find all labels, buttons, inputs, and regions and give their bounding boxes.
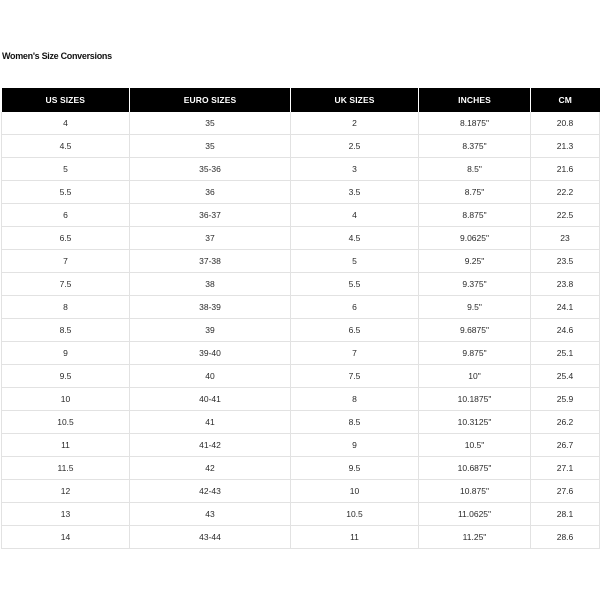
us-size-cell: 10.5 bbox=[2, 411, 130, 434]
us-size-cell: 7.5 bbox=[2, 273, 130, 296]
euro-size-cell: 38-39 bbox=[130, 296, 291, 319]
euro-size-cell: 40-41 bbox=[130, 388, 291, 411]
inches-cell: 9.375" bbox=[419, 273, 531, 296]
inches-cell: 8.875" bbox=[419, 204, 531, 227]
table-row bbox=[2, 158, 600, 181]
inches-cell: 10.3125" bbox=[419, 411, 531, 434]
uk-size-cell: 9 bbox=[291, 434, 419, 457]
table-row bbox=[2, 204, 600, 227]
inches-cell: 10.5" bbox=[419, 434, 531, 457]
cm-cell: 23.5 bbox=[531, 250, 600, 273]
inches-cell: 8.75" bbox=[419, 181, 531, 204]
euro-size-cell: 41-42 bbox=[130, 434, 291, 457]
euro-size-cell: 39 bbox=[130, 319, 291, 342]
uk-size-cell: 5.5 bbox=[291, 273, 419, 296]
euro-size-cell: 42-43 bbox=[130, 480, 291, 503]
uk-size-cell: 6.5 bbox=[291, 319, 419, 342]
table-row bbox=[2, 526, 600, 549]
cm-cell: 26.2 bbox=[531, 411, 600, 434]
header-euro-sizes: EURO SIZES bbox=[130, 88, 291, 112]
euro-size-cell: 42 bbox=[130, 457, 291, 480]
cm-cell: 27.6 bbox=[531, 480, 600, 503]
cm-cell: 28.1 bbox=[531, 503, 600, 526]
uk-size-cell: 2 bbox=[291, 112, 419, 135]
inches-cell: 9.5" bbox=[419, 296, 531, 319]
table-row bbox=[2, 250, 600, 273]
us-size-cell: 7 bbox=[2, 250, 130, 273]
inches-cell: 10.875" bbox=[419, 480, 531, 503]
cm-cell: 28.6 bbox=[531, 526, 600, 549]
inches-cell: 8.5" bbox=[419, 158, 531, 181]
table-row bbox=[2, 411, 600, 434]
us-size-cell: 9 bbox=[2, 342, 130, 365]
euro-size-cell: 43 bbox=[130, 503, 291, 526]
table-row bbox=[2, 434, 600, 457]
us-size-cell: 11 bbox=[2, 434, 130, 457]
euro-size-cell: 40 bbox=[130, 365, 291, 388]
euro-size-cell: 41 bbox=[130, 411, 291, 434]
uk-size-cell: 10.5 bbox=[291, 503, 419, 526]
table-row bbox=[2, 112, 600, 135]
inches-cell: 9.0625" bbox=[419, 227, 531, 250]
cm-cell: 27.1 bbox=[531, 457, 600, 480]
us-size-cell: 8.5 bbox=[2, 319, 130, 342]
us-size-cell: 9.5 bbox=[2, 365, 130, 388]
us-size-cell: 6.5 bbox=[2, 227, 130, 250]
us-size-cell: 5.5 bbox=[2, 181, 130, 204]
inches-cell: 9.6875" bbox=[419, 319, 531, 342]
uk-size-cell: 7.5 bbox=[291, 365, 419, 388]
page-title: Women's Size Conversions bbox=[2, 51, 112, 61]
table-row bbox=[2, 457, 600, 480]
table-row bbox=[2, 227, 600, 250]
cm-cell: 23.8 bbox=[531, 273, 600, 296]
table-row bbox=[2, 273, 600, 296]
inches-cell: 10.6875" bbox=[419, 457, 531, 480]
table-row bbox=[2, 388, 600, 411]
table-header-row bbox=[2, 88, 600, 112]
euro-size-cell: 37-38 bbox=[130, 250, 291, 273]
inches-cell: 10.1875" bbox=[419, 388, 531, 411]
header-cm: CM bbox=[531, 88, 600, 112]
us-size-cell: 12 bbox=[2, 480, 130, 503]
inches-cell: 9.875" bbox=[419, 342, 531, 365]
uk-size-cell: 10 bbox=[291, 480, 419, 503]
euro-size-cell: 36 bbox=[130, 181, 291, 204]
uk-size-cell: 5 bbox=[291, 250, 419, 273]
us-size-cell: 14 bbox=[2, 526, 130, 549]
euro-size-cell: 38 bbox=[130, 273, 291, 296]
euro-size-cell: 35 bbox=[130, 135, 291, 158]
us-size-cell: 4.5 bbox=[2, 135, 130, 158]
inches-cell: 8.1875" bbox=[419, 112, 531, 135]
euro-size-cell: 39-40 bbox=[130, 342, 291, 365]
cm-cell: 21.6 bbox=[531, 158, 600, 181]
cm-cell: 26.7 bbox=[531, 434, 600, 457]
uk-size-cell: 3.5 bbox=[291, 181, 419, 204]
table-row bbox=[2, 135, 600, 158]
table-row bbox=[2, 503, 600, 526]
euro-size-cell: 35-36 bbox=[130, 158, 291, 181]
table-row bbox=[2, 365, 600, 388]
inches-cell: 8.375" bbox=[419, 135, 531, 158]
header-us-sizes: US SIZES bbox=[2, 88, 130, 112]
euro-size-cell: 43-44 bbox=[130, 526, 291, 549]
inches-cell: 11.25" bbox=[419, 526, 531, 549]
cm-cell: 24.6 bbox=[531, 319, 600, 342]
header-inches: INCHES bbox=[419, 88, 531, 112]
table-row bbox=[2, 342, 600, 365]
cm-cell: 22.2 bbox=[531, 181, 600, 204]
table-row bbox=[2, 480, 600, 503]
uk-size-cell: 3 bbox=[291, 158, 419, 181]
uk-size-cell: 6 bbox=[291, 296, 419, 319]
table-body bbox=[2, 112, 600, 549]
inches-cell: 9.25" bbox=[419, 250, 531, 273]
cm-cell: 25.4 bbox=[531, 365, 600, 388]
us-size-cell: 6 bbox=[2, 204, 130, 227]
table-row bbox=[2, 296, 600, 319]
us-size-cell: 4 bbox=[2, 112, 130, 135]
us-size-cell: 10 bbox=[2, 388, 130, 411]
cm-cell: 25.1 bbox=[531, 342, 600, 365]
cm-cell: 25.9 bbox=[531, 388, 600, 411]
table-row bbox=[2, 181, 600, 204]
uk-size-cell: 11 bbox=[291, 526, 419, 549]
uk-size-cell: 9.5 bbox=[291, 457, 419, 480]
euro-size-cell: 37 bbox=[130, 227, 291, 250]
uk-size-cell: 8.5 bbox=[291, 411, 419, 434]
table-row bbox=[2, 319, 600, 342]
cm-cell: 22.5 bbox=[531, 204, 600, 227]
uk-size-cell: 4 bbox=[291, 204, 419, 227]
euro-size-cell: 35 bbox=[130, 112, 291, 135]
inches-cell: 10" bbox=[419, 365, 531, 388]
cm-cell: 24.1 bbox=[531, 296, 600, 319]
us-size-cell: 5 bbox=[2, 158, 130, 181]
inches-cell: 11.0625" bbox=[419, 503, 531, 526]
size-conversion-table bbox=[1, 88, 600, 549]
uk-size-cell: 2.5 bbox=[291, 135, 419, 158]
uk-size-cell: 4.5 bbox=[291, 227, 419, 250]
us-size-cell: 11.5 bbox=[2, 457, 130, 480]
cm-cell: 20.8 bbox=[531, 112, 600, 135]
cm-cell: 23 bbox=[531, 227, 600, 250]
header-uk-sizes: UK SIZES bbox=[291, 88, 419, 112]
uk-size-cell: 8 bbox=[291, 388, 419, 411]
us-size-cell: 13 bbox=[2, 503, 130, 526]
euro-size-cell: 36-37 bbox=[130, 204, 291, 227]
us-size-cell: 8 bbox=[2, 296, 130, 319]
cm-cell: 21.3 bbox=[531, 135, 600, 158]
uk-size-cell: 7 bbox=[291, 342, 419, 365]
